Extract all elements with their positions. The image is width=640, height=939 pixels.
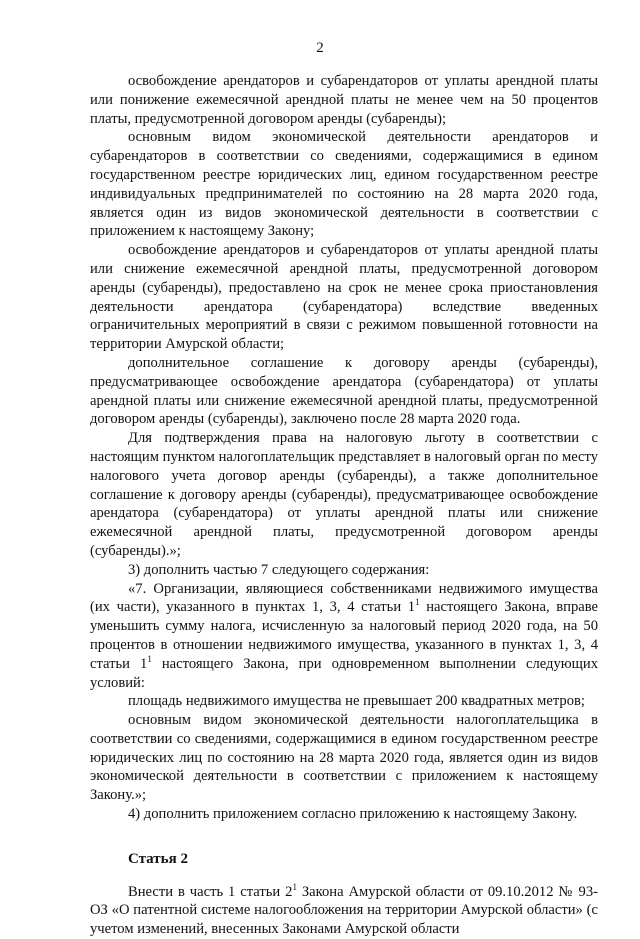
text-segment: настоящего Закона, вправе уменьшить сумму налога, исчисленную за налоговый период 2020 года, на 50 процентов в отношении недвижимого имущества, указанного в пунктах 1, 3, 4 статьи 1 bbox=[90, 599, 599, 672]
superscript: 1 bbox=[292, 881, 297, 892]
paragraph-article-2 bbox=[90, 883, 598, 939]
article-heading: Статья 2 bbox=[128, 850, 188, 867]
paragraph: освобождение арендаторов и субарендаторов от уплаты арендной платы или снижение ежемесячной арендной платы, предусмотренной договором аренды (субаренды), предоставлено на срок не менее срока приостановления деятельности арендатора (субарендатора) вследствие введенных ограничительных мероприятий в связи с режимом повышенной готовности на территории Амурской области; bbox=[90, 242, 598, 353]
paragraph-part-7 bbox=[90, 580, 598, 693]
paragraph: основным видом экономической деятельности арендаторов и субарендаторов в соответствии со сведениями, содержащимися в едином государственном реестре юридических лиц, едином государственном реестре индивидуальных предпринимателей по состоянию на 28 марта 2020 года, является один из видов экономической деятельности в соответствии с приложением к настоящему Закону; bbox=[90, 129, 598, 240]
paragraph: освобождение арендаторов и субарендаторов от уплаты арендной платы или понижение ежемесячной арендной платы не менее чем на 50 процентов платы, предусмотренной договором аренды (субаренды); bbox=[90, 73, 598, 127]
text-segment: настоящего Закона, при одновременном выполнении следующих условий: bbox=[90, 655, 599, 691]
paragraph: 4) дополнить приложением согласно приложению к настоящему Закону. bbox=[128, 806, 578, 823]
paragraph: Для подтверждения права на налоговую льготу в соответствии с настоящим пунктом налогоплательщик представляет в налоговый орган по месту налогового учета договор аренды (субаренды), а также дополнительное соглашение к договору аренды (субаренды), предусматривающее освобождение арендатора (субарендатора) от уплаты арендной платы или снижение ежемесячной арендной платы, предусмотренной договором аренды (субаренды).»; bbox=[90, 430, 598, 559]
text-segment: «7. Организации, являющиеся собственниками недвижимого имущества (их части), указанного в пунктах 1, 3, 4 статьи 1 bbox=[90, 580, 598, 616]
text-segment: Внести в часть 1 статьи 2 bbox=[128, 883, 293, 900]
paragraph: 3) дополнить частью 7 следующего содержания: bbox=[128, 561, 430, 578]
paragraph: площадь недвижимого имущества не превышает 200 квадратных метров; bbox=[128, 693, 585, 710]
text-segment: Закона Амурской области от 09.10.2012 № 93-ОЗ «О патентной системе налогообложения на территории Амурской области» (с учетом изменений, внесенных Законами Амурской области bbox=[90, 883, 598, 938]
superscript: 1 bbox=[415, 597, 420, 608]
page-number: 2 bbox=[316, 40, 324, 56]
superscript: 1 bbox=[147, 653, 152, 664]
document-body bbox=[90, 72, 598, 939]
paragraph: основным видом экономической деятельности налогоплательщика в соответствии со сведениями, содержащимися в едином государственном реестре юридических лиц по состоянию на 28 марта 2020 года, является один из видов экономической деятельности в соответствии с приложением к настоящему Закону.»; bbox=[90, 712, 598, 804]
paragraph: дополнительное соглашение к договору аренды (субаренды), предусматривающее освобождение арендатора (субарендатора) от уплаты арендной платы или снижение ежемесячной арендной платы, предусмотренной договором аренды (субаренды), заключено после 28 марта 2020 года. bbox=[90, 354, 598, 428]
